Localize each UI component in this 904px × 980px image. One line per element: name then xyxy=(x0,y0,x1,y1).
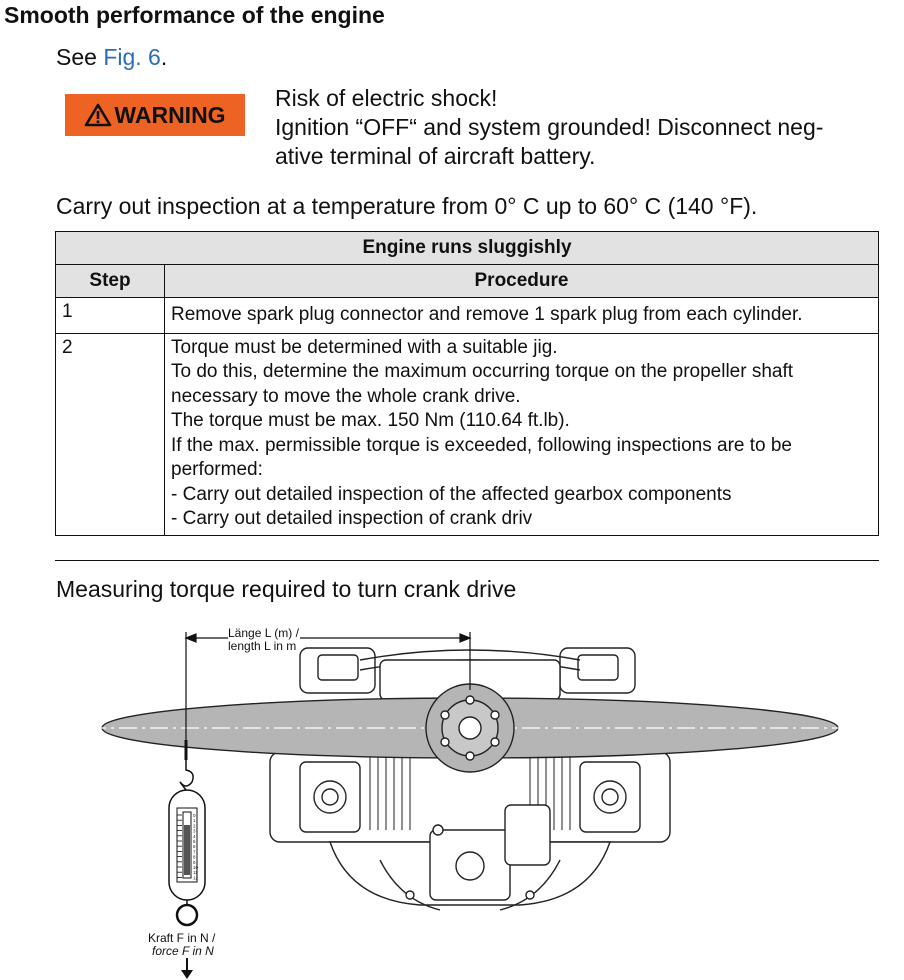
procedure-line: - Carry out detailed inspection of crank driv xyxy=(171,508,533,529)
inspection-note: Carry out inspection at a temperature from 0° C up to 60° C (140 °F). xyxy=(56,193,758,219)
procedure-line: If the max. permissible torque is exceeded, following inspections are to be xyxy=(171,434,792,456)
step-cell: 2 xyxy=(56,333,165,535)
procedure-line: necessary to move the whole crank drive. xyxy=(171,385,521,407)
scale-tick-label: 1 xyxy=(193,818,196,824)
procedure-cell xyxy=(165,333,879,535)
column-header-step: Step xyxy=(56,265,165,298)
warning-label: WARNING xyxy=(114,101,226,128)
scale-tick-label: 7 xyxy=(193,849,196,855)
spring-scale xyxy=(169,740,205,925)
scale-tick-label: 9 xyxy=(193,859,196,865)
procedure-line: Remove spark plug connector and remove 1 spark plug from each cylinder. xyxy=(171,304,803,325)
table-row xyxy=(56,298,879,334)
column-header-procedure: Procedure xyxy=(165,265,879,298)
see-prefix: See xyxy=(56,44,104,70)
warning-line: Ignition “OFF“ and system grounded! Disconnect neg- xyxy=(275,114,824,140)
procedure-line: performed: xyxy=(171,459,263,480)
warning-triangle-icon xyxy=(84,103,112,127)
fig-link[interactable]: Fig. 6 xyxy=(103,44,161,70)
warning-line: Risk of electric shock! xyxy=(275,85,498,111)
warning-text xyxy=(275,84,875,171)
length-label-de: Länge L (m) / xyxy=(228,626,299,640)
force-label-en: force F in N xyxy=(152,944,214,958)
warning-badge xyxy=(65,94,245,136)
see-reference xyxy=(56,44,167,71)
warning-line: ative terminal of aircraft battery. xyxy=(275,143,596,169)
divider xyxy=(55,560,879,561)
see-suffix: . xyxy=(160,44,168,70)
procedure-line: - Carry out detailed inspection of the affected gearbox components xyxy=(171,483,732,505)
scale-tick-label: 5 xyxy=(193,839,196,844)
procedure-line: The torque must be max. 150 Nm (110.64 ft.lb). xyxy=(171,410,570,431)
force-arrow-icon xyxy=(181,958,193,979)
table-title: Engine runs sluggishly xyxy=(56,232,879,265)
scale-tick-label: 12 xyxy=(193,875,199,881)
force-label-de: Kraft F in N / xyxy=(148,931,216,945)
procedure-line: To do this, determine the maximum occurring torque on the propeller shaft xyxy=(171,361,794,382)
length-label-en: length L in m xyxy=(228,639,297,653)
procedure-line: Torque must be determined with a suitable jig. xyxy=(171,336,558,358)
propeller-hub xyxy=(426,684,514,772)
table-row xyxy=(56,333,879,535)
engine-torque-figure xyxy=(0,620,904,980)
scale-tick-label: 4 xyxy=(193,833,196,839)
figure-caption: Measuring torque required to turn crank drive xyxy=(56,576,517,602)
section-heading: Smooth performance of the engine xyxy=(4,2,385,28)
scale-tick-label: 3 xyxy=(193,828,196,834)
procedure-cell xyxy=(165,298,879,334)
scale-tick-label: 6 xyxy=(193,844,196,850)
scale-tick-label: 2 xyxy=(193,823,196,829)
procedure-table xyxy=(55,231,879,536)
scale-tick-label: 8 xyxy=(193,854,196,860)
scale-tick-label: 11 xyxy=(193,870,198,876)
scale-tick-label: 0 xyxy=(193,813,196,818)
step-cell: 1 xyxy=(56,298,165,334)
scale-tick-label: 10 xyxy=(193,865,199,870)
